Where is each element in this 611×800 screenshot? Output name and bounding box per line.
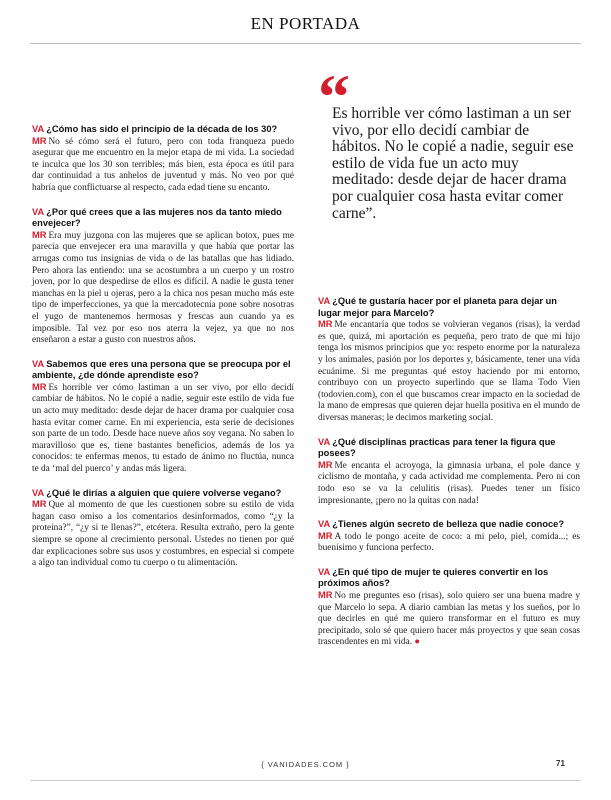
qa-block [32, 488, 294, 570]
interviewer-tag: VA [32, 124, 45, 134]
answer [32, 382, 294, 476]
end-mark-icon: ● [414, 637, 420, 648]
interviewer-tag: VA [32, 487, 45, 498]
interviewee-tag: MR [318, 590, 333, 601]
question [32, 124, 294, 136]
section-title: EN PORTADA [250, 14, 361, 33]
qa-block [32, 207, 294, 347]
answer-text: No me preguntes eso (risas), solo quiero ser una buena madre y que Marcelo lo sepa. A diario cambian las metas y los sueños, por lo que decirles en qué me quiero transformar en el futuro es muy precipitado, solo sé que quiero hacer más proyectos y que sean cosas trascendentes en mi vida. [318, 591, 580, 648]
header-divider [30, 43, 581, 44]
interviewer-tag: VA [318, 296, 331, 306]
answer-text: No sé cómo será el futuro, pero con toda franqueza puedo asegurar que me encuentro en la mejor etapa de mi vida. La sociedad te inculca que los 30 son terribles; más bien, esta época es útil para dar continuidad a tus anhelos de juventud y más. No veo por qué habría que conflictuarse al respecto, cada edad tiene su encanto. [32, 136, 294, 193]
question-text: ¿Qué le dirías a alguien que quiere volverse vegano? [46, 487, 282, 498]
question [32, 488, 294, 500]
answer [318, 460, 580, 507]
question-text: Sabemos que eres una persona que se preocupa por el ambiente, ¿de dónde aprendiste eso? [32, 358, 291, 381]
question-text: ¿Qué te gustaría hacer por el planeta para dejar un lugar mejor para Marcelo? [318, 296, 557, 318]
question [318, 296, 580, 319]
interviewee-tag: MR [318, 319, 333, 330]
qa-block [318, 567, 580, 649]
footer-divider [30, 780, 581, 781]
answer-text: Me encantaría que todos se volvieran veganos (risas), la verdad es que, quizá, mi aportación es pequeña, pero trato de que mi hijo tenga los mismos principios que yo: respeto enorme por la naturaleza y los animales, pasión por los deportes y, básicamente, tener una vida ecuánime. Si me preguntas qué estoy haciendo por mi entorno, contribuyo con un proyecto superlindo que se llama Todo Vien (todovien.com), con el que buscamos crear impacto en la sociedad de la mano de empresas que quieren dejar huella positiva en el mundo de diversas maneras; le decimos marketing social. [318, 320, 580, 423]
interviewee-tag: MR [32, 135, 47, 146]
question [318, 519, 580, 531]
answer [32, 499, 294, 570]
answer-text: Me encanta el acroyoga, la gimnasia urbana, el pole dance y ciclismo de montaña, y cada actividad me complementa. Pero ni con todo eso se va la celulitis (risas). Puedes tener un físico impresionante, ¡pero no la quitas con nada! [318, 460, 580, 506]
answer [318, 531, 580, 555]
question-text: ¿En qué tipo de mujer te quieres convertir en los próximos años? [318, 566, 549, 589]
question [32, 359, 294, 382]
interviewee-tag: MR [32, 229, 47, 240]
answer [32, 136, 294, 195]
interviewee-tag: MR [32, 381, 47, 392]
question [32, 207, 294, 230]
answer [318, 319, 580, 424]
qa-block [318, 519, 580, 555]
answer-text: Es horrible ver cómo lastiman a un ser vivo, por ello decidí cambiar de hábitos. No le copié a nadie, seguir este estilo de vida fue un acto muy meditado: desde dejar de hacer drama por cualquier cosa hasta evitar comer carne. En mi experiencia, esta serie de decisiones son parte de un todo. Desde hace nueve años soy vegana. No saben lo maravilloso que es, tiene bastantes beneficios, además de los ya conocidos: te enfermas menos, tu estado de ánimo no fluctúa, nunca te da ‘mal del puerco’ y andas más ligera. [32, 382, 294, 475]
question [318, 567, 580, 590]
interviewer-tag: VA [32, 206, 45, 217]
qa-block [32, 124, 294, 195]
page-number: 71 [556, 759, 565, 768]
interviewer-tag: VA [318, 519, 331, 530]
question-text: ¿Tienes algún secreto de belleza que nadie conoce? [332, 519, 565, 530]
question-text: ¿Por qué crees que a las mujeres nos da tanto miedo envejecer? [32, 206, 282, 229]
question-text: ¿Cómo has sido el principio de la década de los 30? [46, 124, 278, 134]
interviewer-tag: VA [32, 358, 45, 369]
question [318, 437, 580, 460]
left-column [32, 124, 294, 582]
answer [32, 230, 294, 347]
answer-text: Era muy juzgona con las mujeres que se aplican botox, pues me parecía que envejecer era una maravilla y que había que portar las arrugas como tus insignias de vida o de las batallas que has lidiado. Pero ahora las entiendo: una se acostumbra a un cuerpo y un rostro joven, por lo que despedirse de ellos es difícil. A nadie le gusta tener manchas en la piel u ojeras, pero a la chica nos pesan mucho más este tipo de imperfecciones, ya que la mercadotecnia pone sobre nosotras el yugo de mantenemos hermosas y frescas aun cuando ya es imposible. Tal vez por eso nos aterra la vejez, ya que no nos enseñaron a estar a gusto con nuestros años. [32, 230, 294, 346]
answer [318, 590, 580, 649]
interviewer-tag: VA [318, 566, 331, 577]
qa-block [32, 359, 294, 476]
answer-text: Que al momento de que les cuestionen sobre su estilo de vida hagan caso omiso a los comentarios desinformados, como “¿y la proteína?”, “¿y si te llenas?”, etcétera. Resulta extraño, pero la gente siempre se opone al crecimiento personal. Ustedes no tienen por qué dar explicaciones sobre sus usos y costumbres, en especial si compete a algo tan individual como tu cuerpo o tu alimentación. [32, 500, 294, 569]
footer-site: { VANIDADES.COM } [261, 760, 350, 769]
quote-mark-icon: “ [318, 61, 350, 132]
interviewee-tag: MR [318, 530, 333, 541]
interviewee-tag: MR [32, 499, 47, 510]
interviewer-tag: VA [318, 436, 331, 447]
pull-quote-text: Es horrible ver cómo lastiman a un ser vivo, por ello decidí cambiar de hábitos. No le copié a nadie, seguir ese estilo de vida fue un acto muy meditado: desde dejar de hacer drama por cualquier cosa hasta evitar comer carne”. [332, 105, 574, 222]
answer-text: A todo le pongo aceite de coco: a mi pelo, piel, comida...; es buenísimo y funciona perfecto. [318, 531, 580, 554]
interviewee-tag: MR [318, 459, 333, 470]
qa-block [318, 437, 580, 508]
page-header [0, 0, 611, 50]
right-column [318, 296, 580, 661]
question-text: ¿Qué disciplinas practicas para tener la figura que posees? [318, 436, 556, 459]
qa-block [318, 296, 580, 425]
